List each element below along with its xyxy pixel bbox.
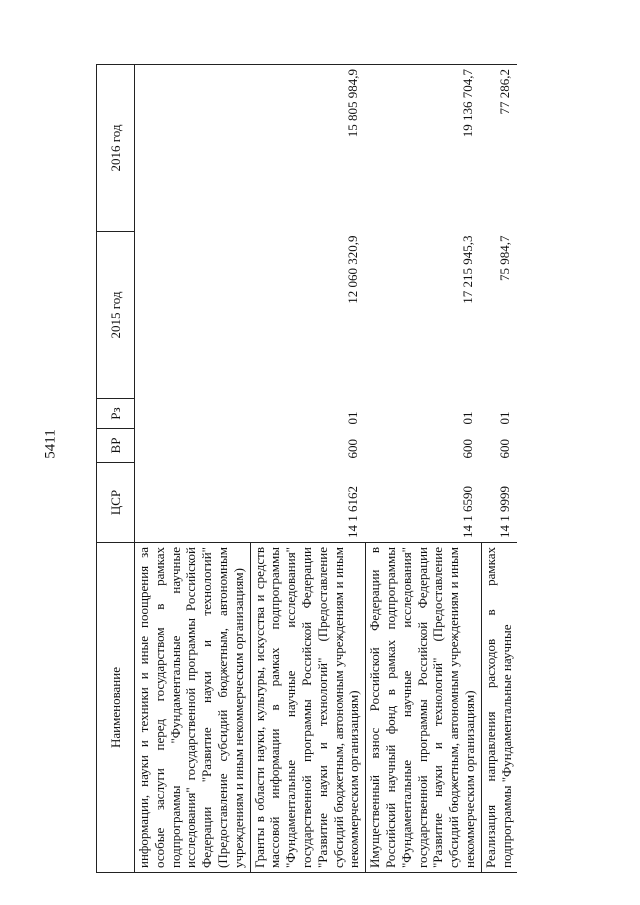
row-csr: 14 1 6590	[460, 486, 476, 538]
row-name-cell	[135, 543, 251, 873]
row-name: Гранты в области науки, культуры, искусства и средств массовой информации в рамках подпрограммы "Фундаментальные научные исследования" государственной программы Российской Федерации "Развитие науки и технологий" (Предоставление субсидий бюджетным, автономным учреждениям и иным некоммерческим организациям)	[251, 547, 362, 868]
row-2015: 12 060 320,9	[344, 235, 360, 304]
page-number: 5411	[42, 429, 59, 459]
row-name-cell	[250, 543, 366, 873]
row-name: Реализация направления расходов в рамках подпрограммы "Фундаментальные научные	[482, 547, 514, 868]
row-name: Имущественный взнос Российской Федерации в Российский научный фонд в рамках подпрограммы "Фундаментальные научные исследования" государственной программы Российской Федерации "Развитие науки и технологий" (Предоставление субсидий бюджетным, автономным учреждениям и иным некоммерческим организациям)	[367, 547, 477, 868]
row-2016: 15 805 984,9	[250, 65, 366, 232]
row-vr	[135, 429, 251, 463]
header-name: Наименование	[97, 543, 135, 873]
row-2016	[135, 65, 251, 232]
table-row	[481, 65, 517, 873]
header-2015: 2015 год	[97, 232, 135, 399]
table-header-row	[97, 65, 135, 873]
row-csr	[135, 463, 251, 543]
row-name: информации, науки и техники и иные поощрения за особые заслуги перед государством в рамках подпрограммы "Фундаментальные научные исследования" государственной программы Российской Федерации "Развитие науки и технологий" (Предоставление субсидий бюджетным, автономным учреждениям и иным некоммерческим организациям)	[136, 547, 246, 868]
header-rz: Рз	[97, 399, 135, 429]
row-name-cell	[366, 543, 482, 873]
header-csr: ЦСР	[97, 463, 135, 543]
rotated-table-container	[96, 65, 586, 873]
row-vr: 600	[344, 439, 360, 459]
row-name-cell	[481, 543, 517, 873]
header-2016: 2016 год	[97, 65, 135, 232]
row-2016: 19 136 704,7	[366, 65, 482, 232]
header-vr: ВР	[97, 429, 135, 463]
table-row	[366, 65, 482, 873]
row-rz: 01	[344, 411, 360, 425]
row-csr: 14 1 6162	[344, 486, 360, 538]
row-2015	[135, 232, 251, 399]
table-row	[250, 65, 366, 873]
page-number-container	[41, 424, 61, 464]
budget-table	[96, 64, 517, 873]
row-2016: 77 286,2	[481, 65, 517, 232]
row-vr: 600	[496, 439, 512, 459]
row-rz: 01	[496, 411, 512, 425]
row-2015: 75 984,7	[496, 235, 512, 281]
row-2015: 17 215 945,3	[460, 235, 476, 304]
row-rz	[135, 399, 251, 429]
row-vr: 600	[460, 439, 476, 459]
row-rz: 01	[460, 411, 476, 425]
table-row	[135, 65, 251, 873]
row-csr: 14 1 9999	[496, 486, 512, 538]
